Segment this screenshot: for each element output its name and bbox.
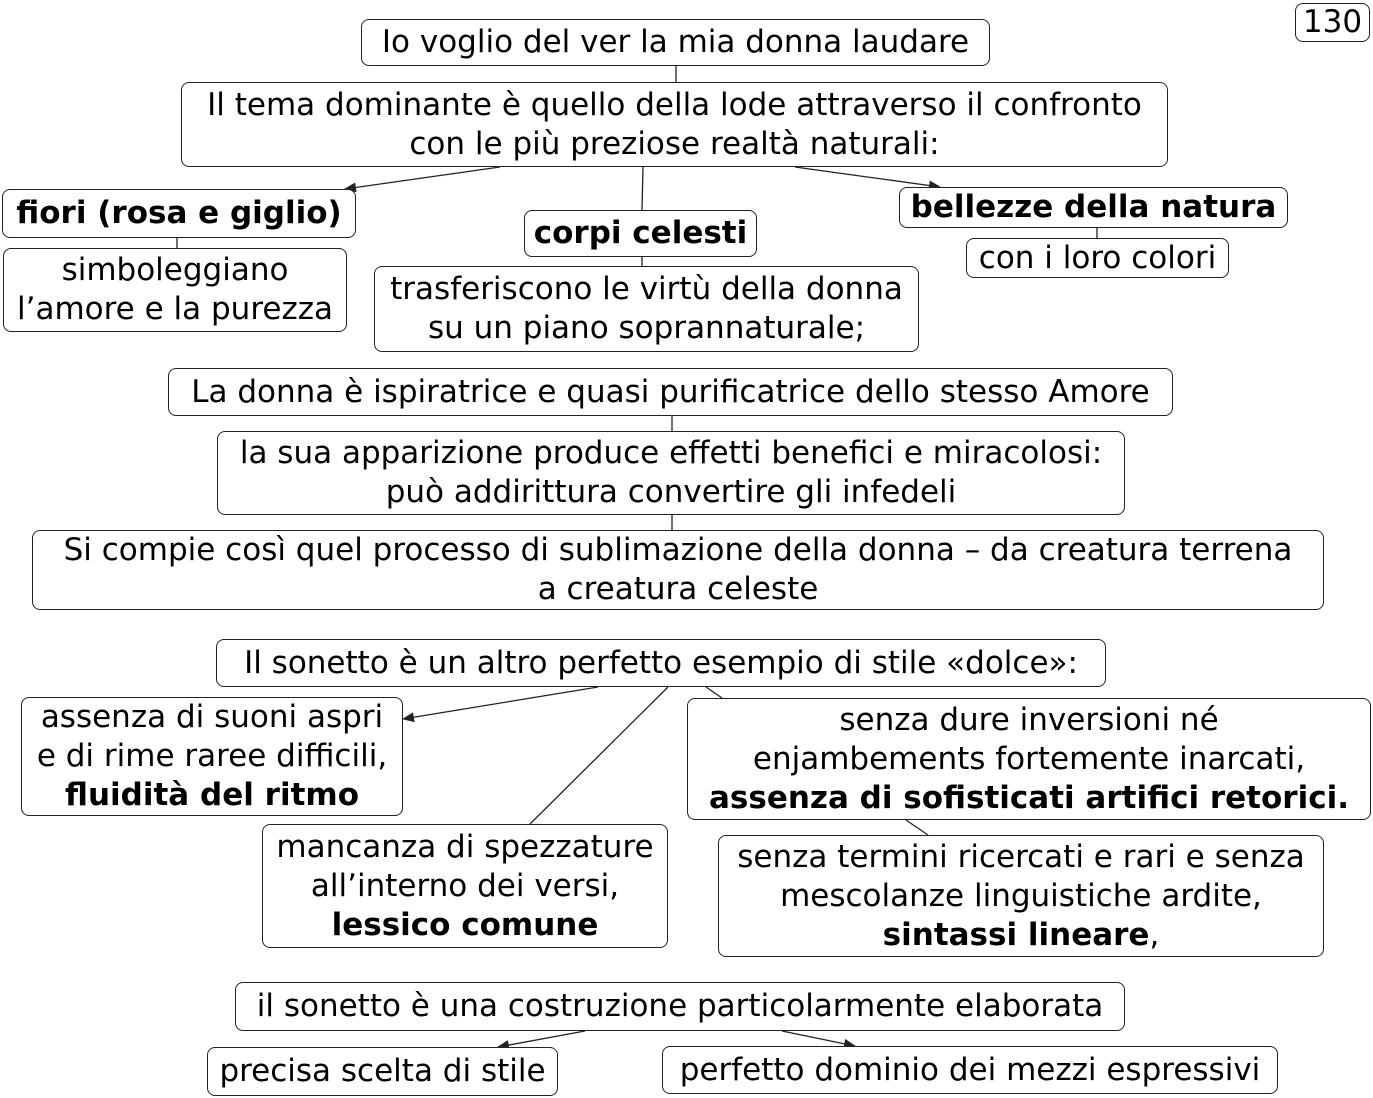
corpi-desc-node bbox=[374, 266, 919, 352]
fiori-desc-node bbox=[3, 248, 347, 332]
inversioni-line-2: enjambements fortemente inarcati, bbox=[752, 740, 1306, 777]
scelta-node bbox=[207, 1047, 558, 1096]
page-number bbox=[1295, 3, 1370, 42]
connector-stile-spezzature bbox=[530, 687, 668, 824]
termini-line-3 bbox=[883, 916, 1160, 955]
arrow-stile-assenza bbox=[403, 687, 598, 719]
theme-line-2: con le più preziose realtà naturali: bbox=[409, 125, 940, 162]
spezzature-node bbox=[262, 824, 668, 948]
stile-node bbox=[216, 639, 1106, 687]
termini-line-3-bold: sintassi lineare bbox=[882, 916, 1150, 953]
connector-inversioni-termini bbox=[906, 820, 928, 835]
corpi-desc-line-2: su un piano soprannaturale; bbox=[427, 310, 866, 346]
arrow-costruzione-dominio bbox=[782, 1031, 855, 1046]
sublimazione-line-1: Si compie così quel processo di sublimazione della donna – da creatura terrena bbox=[63, 532, 1293, 568]
arrow-theme-fiori bbox=[345, 167, 500, 189]
inversioni-node bbox=[687, 698, 1371, 820]
inversioni-line-1: senza dure inversioni né bbox=[839, 701, 1219, 738]
fiori-node bbox=[2, 189, 356, 238]
assenza-suoni-node bbox=[21, 697, 403, 816]
costruzione-node bbox=[235, 982, 1125, 1031]
spezzature-line-2: all’interno dei versi, bbox=[310, 867, 620, 904]
corpi-node bbox=[524, 210, 757, 257]
sublimazione-line-2: a creatura celeste bbox=[537, 571, 819, 607]
corpi-desc-line-1: trasferiscono le virtù della donna bbox=[390, 271, 903, 307]
theme-line-1: Il tema dominante è quello della lode attraverso il confronto bbox=[207, 86, 1142, 123]
stile-text: Il sonetto è un altro perfetto esempio di stile «dolce»: bbox=[244, 644, 1078, 681]
inversioni-line-3: assenza di sofisticati artifici retorici. bbox=[709, 779, 1349, 816]
sublimazione-node bbox=[32, 530, 1324, 610]
arrow-costruzione-scelta bbox=[498, 1031, 585, 1047]
termini-line-3-tail: , bbox=[1149, 916, 1160, 953]
spezzature-line-3: lessico comune bbox=[331, 906, 599, 943]
assenza-suoni-line-3: fluidità del ritmo bbox=[65, 777, 359, 813]
bellezze-title: bellezze della natura bbox=[910, 189, 1277, 225]
title-text: Io voglio del ver la mia donna laudare bbox=[381, 24, 970, 60]
bellezze-node bbox=[899, 187, 1288, 228]
fiori-desc-line-1: simboleggiano bbox=[61, 252, 289, 288]
termini-node bbox=[718, 835, 1324, 957]
connector-stile-inversioni bbox=[706, 687, 722, 698]
apparizione-line-1: la sua apparizione produce effetti benefici e miracolosi: bbox=[239, 435, 1103, 471]
dominio-text: perfetto dominio dei mezzi espressivi bbox=[679, 1051, 1261, 1088]
connector-theme-corpi bbox=[642, 167, 643, 210]
bellezze-desc-node bbox=[966, 238, 1229, 278]
costruzione-text: il sonetto è una costruzione particolarmente elaborata bbox=[256, 988, 1104, 1024]
page-number-text: 130 bbox=[1302, 4, 1363, 40]
spezzature-line-1: mancanza di spezzature bbox=[276, 828, 654, 865]
donna-text: La donna è ispiratrice e quasi purificatrice dello stesso Amore bbox=[191, 373, 1150, 410]
corpi-title: corpi celesti bbox=[533, 215, 748, 251]
assenza-suoni-line-1: assenza di suoni aspri bbox=[40, 699, 384, 735]
donna-node bbox=[168, 368, 1173, 416]
scelta-text: precisa scelta di stile bbox=[219, 1053, 546, 1089]
dominio-node bbox=[662, 1046, 1278, 1094]
assenza-suoni-line-2: e di rime raree difficili, bbox=[36, 738, 388, 774]
termini-line-2: mescolanze linguistiche ardite, bbox=[780, 877, 1262, 914]
theme-node bbox=[181, 82, 1168, 167]
bellezze-desc-line: con i loro colori bbox=[978, 239, 1217, 276]
termini-line-1: senza termini ricercati e rari e senza bbox=[737, 838, 1305, 875]
title-node bbox=[361, 19, 990, 66]
arrow-theme-bellezze bbox=[795, 167, 940, 187]
apparizione-line-2: può addirittura convertire gli infedeli bbox=[385, 474, 957, 510]
fiori-title: fiori (rosa e giglio) bbox=[16, 195, 342, 231]
fiori-desc-line-2: l’amore e la purezza bbox=[16, 291, 333, 327]
apparizione-node bbox=[217, 431, 1125, 515]
